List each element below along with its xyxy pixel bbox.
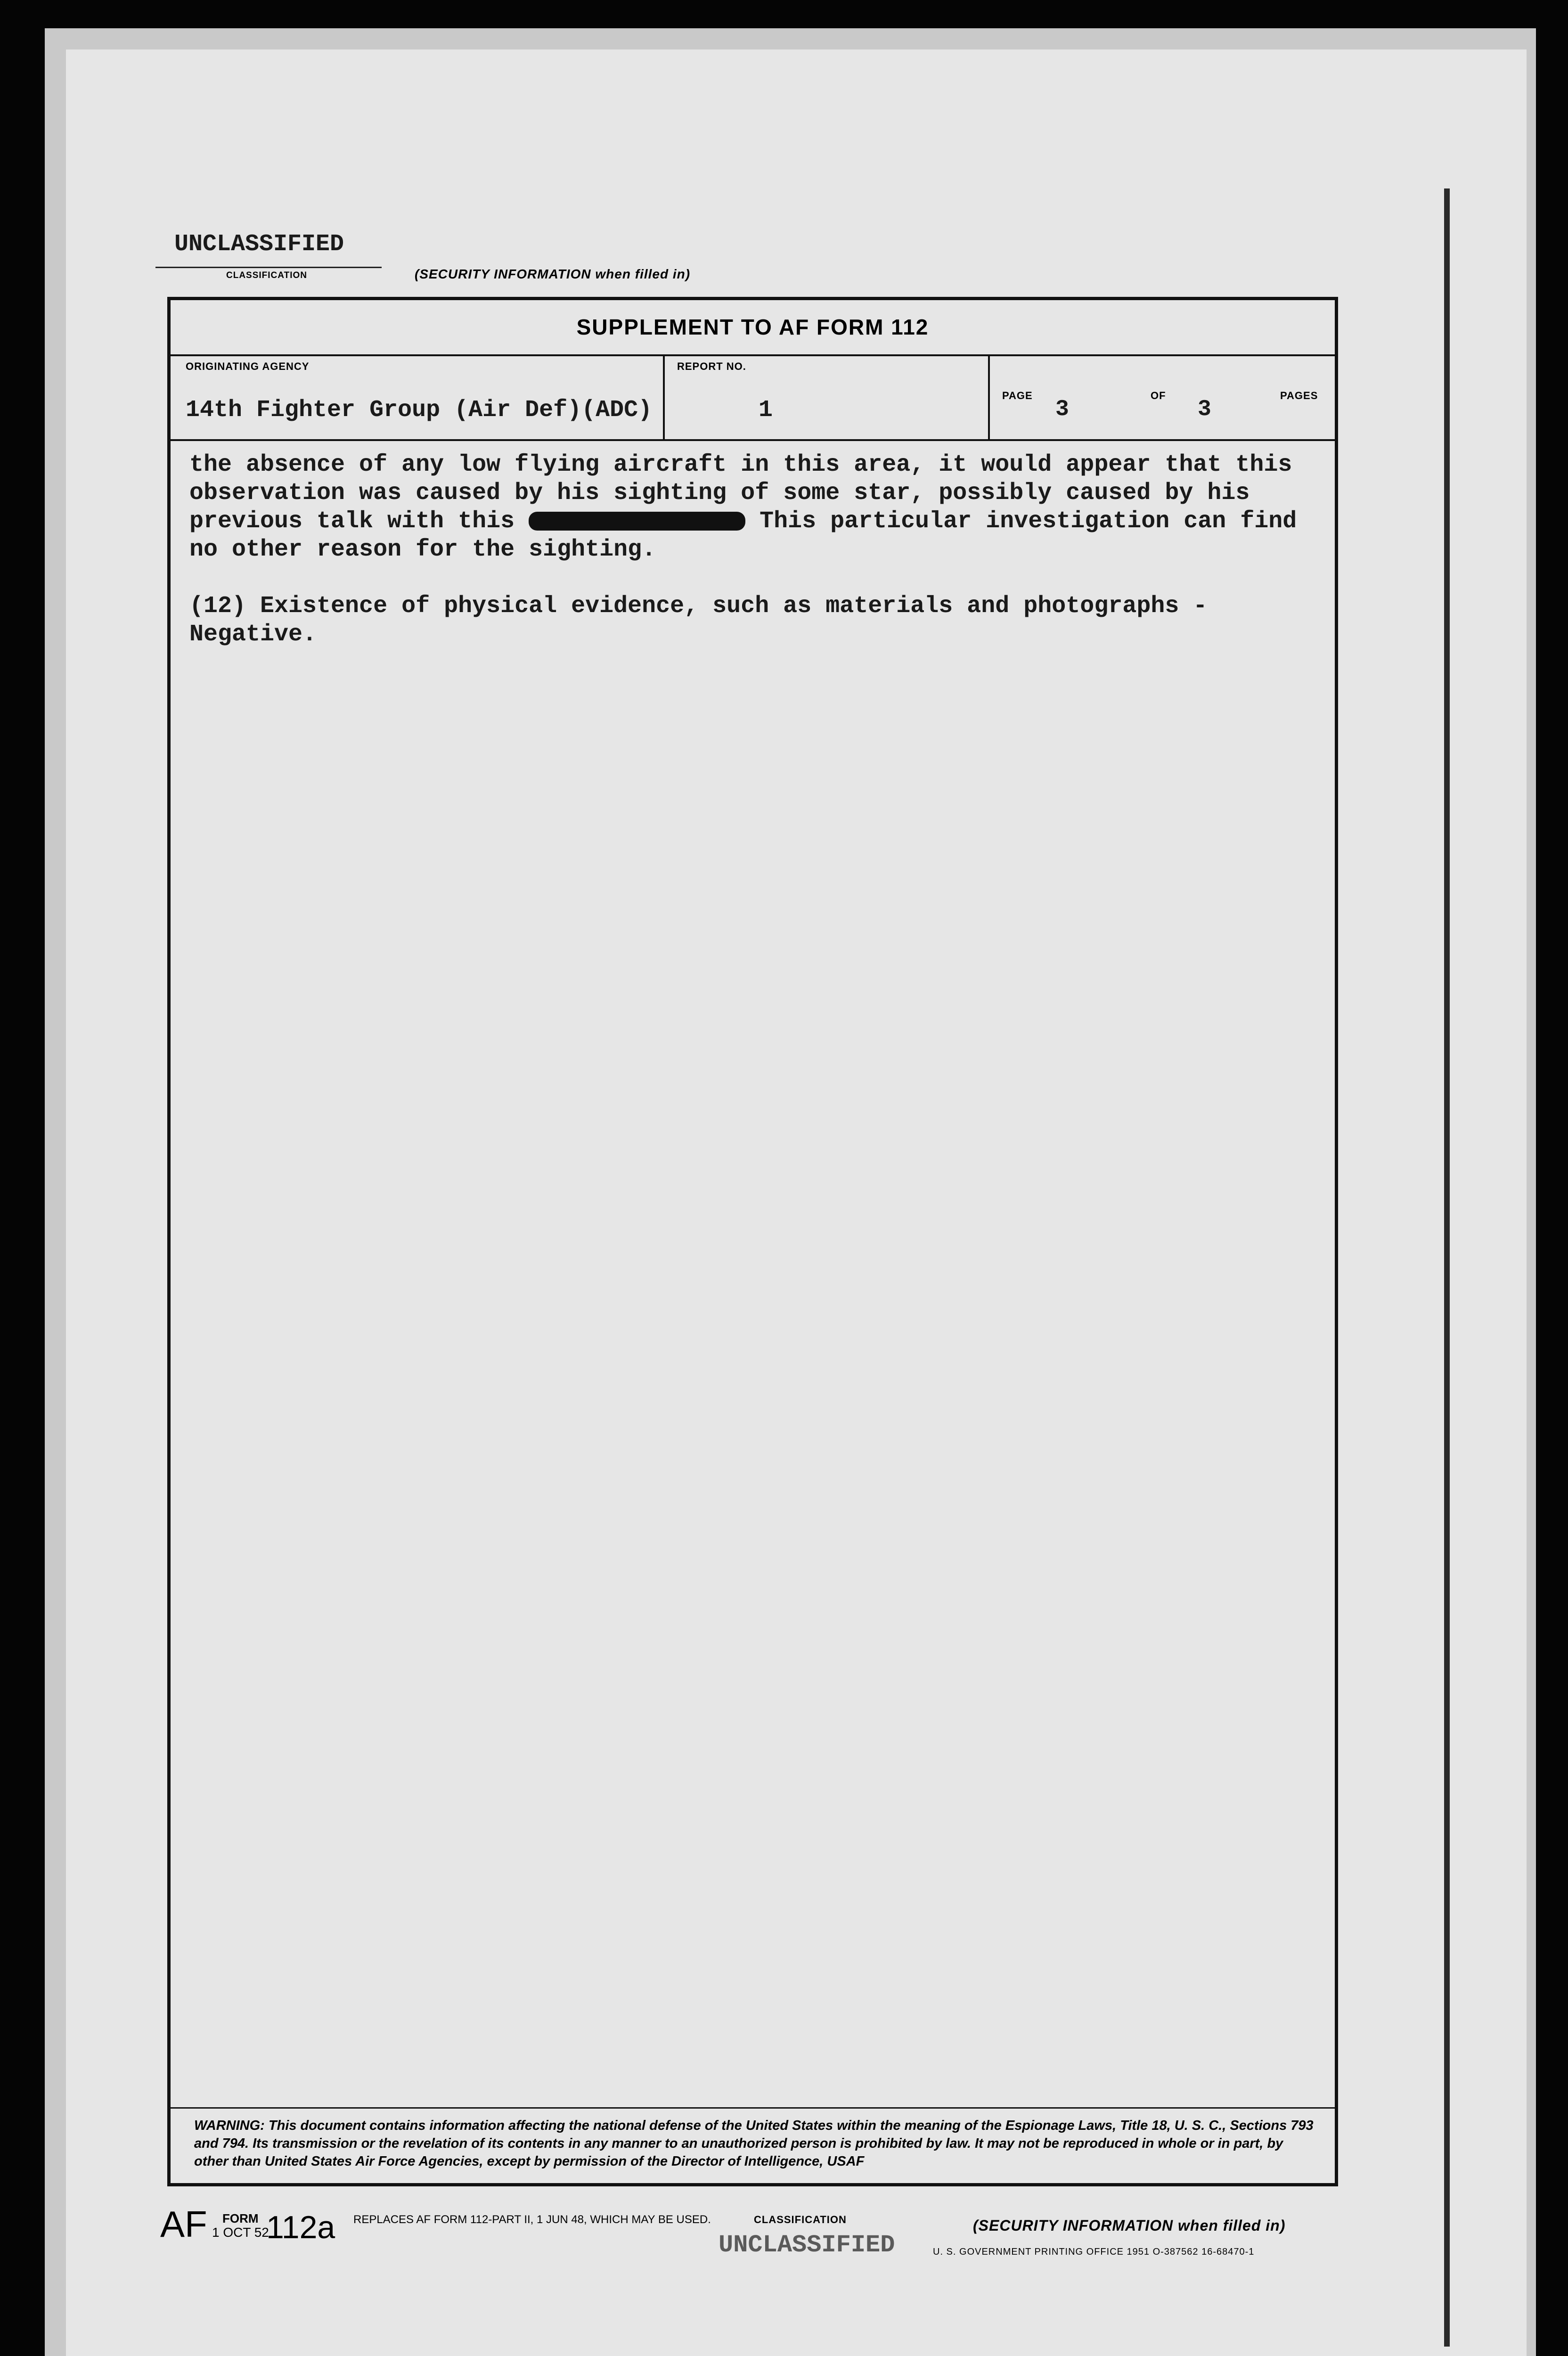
header-classification-underline [155,267,382,268]
footer-form-date: 1 OCT 52 [212,2225,269,2240]
page-value: 3 [1055,397,1069,422]
of-label: OF [1151,390,1166,401]
report-no-value: 1 [759,397,773,424]
originating-agency-label: ORIGINATING AGENCY [186,360,310,372]
originating-agency-value: 14th Fighter Group (Air Def)(ADC) [186,397,653,424]
body-paragraph-2: (12) Existence of physical evidence, such as materials and photographs - Negative. [189,593,1208,648]
warning-divider [171,2107,1335,2109]
footer-form-word: FORM [222,2211,259,2225]
body-paragraph-1-start: the absence of any low flying aircraft in this area, it would appear that this observation was caused by his sighting of some star, possibly caused by his previous talk with this [189,451,1292,535]
body-paragraph-1-end: This particular investigation can find no other reason for the sighting. [189,508,1297,563]
redaction-mark [529,512,745,531]
header-classification-label: CLASSIFICATION [226,270,307,280]
report-page-divider [988,354,990,439]
header-classification-value: UNCLASSIFIED [174,231,344,258]
page-label: PAGE [1002,390,1033,401]
report-body [189,451,1320,649]
title-divider [171,354,1335,356]
header-security-note: (SECURITY INFORMATION when filled in) [415,267,691,281]
sheet-edge-shadow [1444,188,1450,2347]
warning-text: This document contains information affecting the national defense of the United States within the meaning of the Espionage Laws, Title 18, U. S. C., Sections 793 and 794. Its transmission or the revelation of its contents in any manner to an unauthorized person is prohibited by law. It may not be reproduced in whole or in part, by other than United States Air Force Agencies, except by permission of the Director of Intelligence, USAF [194,2118,1314,2169]
form-title: SUPPLEMENT TO AF FORM 112 [576,315,929,339]
agency-report-divider [663,354,665,439]
footer-classification-label: CLASSIFICATION [754,2214,847,2225]
footer-replaces-note: REPLACES AF FORM 112-PART II, 1 JUN 48, WHICH MAY BE USED. [353,2213,711,2226]
footer-form-number: 112a [266,2209,335,2245]
supplement-form [167,297,1338,2186]
warning-lead: WARNING: [194,2118,265,2133]
of-value: 3 [1198,397,1211,422]
footer-classification-value: UNCLASSIFIED [719,2231,895,2259]
footer-printing-office: U. S. GOVERNMENT PRINTING OFFICE 1951 O-387562 16-68470-1 [933,2247,1255,2257]
footer-security-note: (SECURITY INFORMATION when filled in) [973,2217,1286,2234]
pages-label: PAGES [1280,390,1318,401]
footer-af: AF [160,2203,207,2245]
header-row-divider [171,439,1335,441]
report-no-label: REPORT NO. [677,360,746,372]
warning-block [194,2117,1320,2170]
